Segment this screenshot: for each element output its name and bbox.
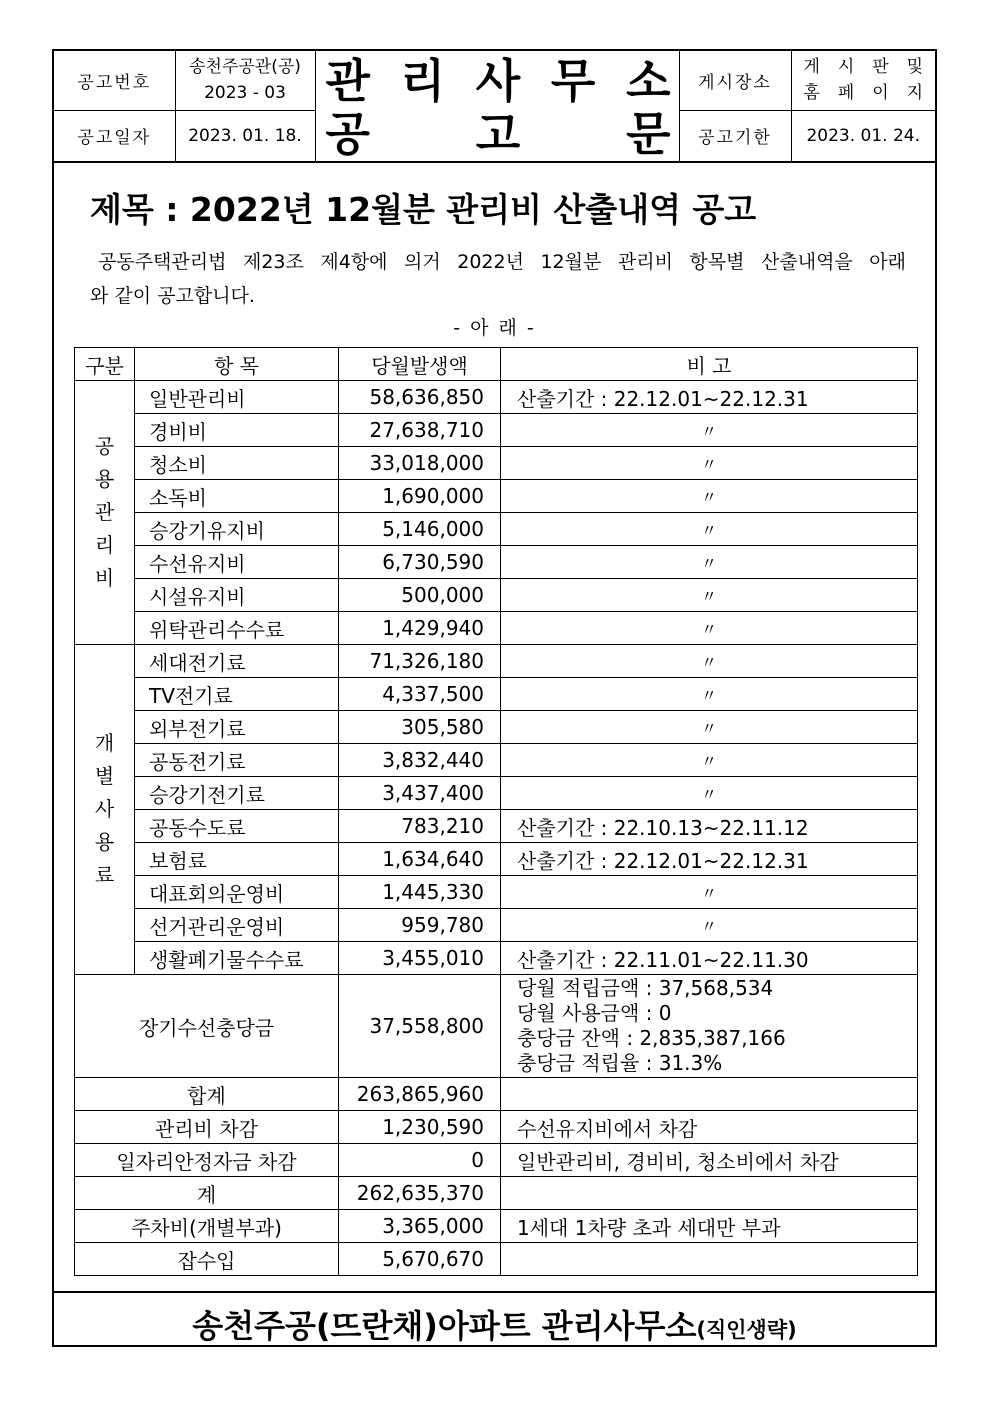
remark-cell: 〃 xyxy=(501,678,918,711)
remark-cell: 〃 xyxy=(501,480,918,513)
amount-cell: 33,018,000 xyxy=(339,447,501,480)
header-category: 구분 xyxy=(75,348,135,381)
title-char: 사 xyxy=(475,54,521,108)
category-label: 개별사용료 xyxy=(94,731,115,887)
category-label: 공용관리비 xyxy=(94,434,115,590)
table-row xyxy=(75,513,918,546)
item-cell: 잡수입 xyxy=(75,1243,339,1276)
title-char: 공 xyxy=(325,107,370,161)
item-cell: 승강기유지비 xyxy=(135,513,339,546)
item-cell: 승강기전기료 xyxy=(135,777,339,810)
deadline-label: 공고기한 xyxy=(679,110,791,161)
remark-line: 당월 사용금액 : 0 xyxy=(517,1001,672,1025)
remark-line: 당월 적립금액 : 37,568,534 xyxy=(517,976,774,1000)
item-cell: 계 xyxy=(75,1177,339,1210)
table-row xyxy=(75,843,918,876)
fee-table xyxy=(74,347,918,1276)
notice-header xyxy=(54,51,935,162)
table-row xyxy=(75,612,918,645)
title-char: 고 xyxy=(475,107,521,161)
intro-line-2: 와 같이 공고합니다. xyxy=(90,285,255,307)
item-cell: 일반관리비 xyxy=(135,381,339,414)
remark-cell: 〃 xyxy=(501,876,918,909)
footer-signature xyxy=(54,1301,935,1347)
notice-date-label: 공고일자 xyxy=(54,110,175,161)
notice-number-label: 공고번호 xyxy=(54,51,175,110)
remark-cell: 〃 xyxy=(501,447,918,480)
remark-cell: 산출기간 : 22.12.01~22.12.31 xyxy=(501,381,918,414)
title-char: 소 xyxy=(626,54,671,108)
amount-cell: 263,865,960 xyxy=(339,1078,501,1111)
remark-cell xyxy=(501,1243,918,1276)
table-row xyxy=(75,645,918,678)
remark-cell: 〃 xyxy=(501,513,918,546)
table-row xyxy=(75,942,918,975)
remark-line: 충당금 적립율 : 31.3% xyxy=(517,1051,723,1075)
amount-cell: 3,365,000 xyxy=(339,1210,501,1243)
table-row-summary xyxy=(75,1144,918,1177)
table-row-summary xyxy=(75,1177,918,1210)
header-remark: 비 고 xyxy=(501,348,918,381)
title-char: 무 xyxy=(550,54,596,108)
item-cell: 공동전기료 xyxy=(135,744,339,777)
amount-cell: 1,230,590 xyxy=(339,1111,501,1144)
amount-cell: 5,670,670 xyxy=(339,1243,501,1276)
remark-cell xyxy=(501,1177,918,1210)
amount-cell: 1,445,330 xyxy=(339,876,501,909)
item-cell: 수선유지비 xyxy=(135,546,339,579)
amount-cell: 71,326,180 xyxy=(339,645,501,678)
item-cell: 외부전기료 xyxy=(135,711,339,744)
title-line-notice xyxy=(325,107,671,161)
category-cell xyxy=(75,645,135,975)
intro-line-1: 공동주택관리법 제23조 제4항에 의거 2022년 12월분 관리비 항목별 산출내역을 아래 xyxy=(98,251,906,273)
amount-cell: 1,429,940 xyxy=(339,612,501,645)
amount-cell: 500,000 xyxy=(339,579,501,612)
table-row xyxy=(75,579,918,612)
notice-subject: 제목 : 2022년 12월분 관리비 산출내역 공고 xyxy=(90,190,757,229)
title-line-management-office xyxy=(325,54,671,108)
amount-cell: 4,337,500 xyxy=(339,678,501,711)
amount-cell: 1,690,000 xyxy=(339,480,501,513)
table-row xyxy=(75,414,918,447)
item-cell: 보험료 xyxy=(135,843,339,876)
item-cell: 대표회의운영비 xyxy=(135,876,339,909)
footer-divider xyxy=(54,1291,935,1293)
item-cell: 생활폐기물수수료 xyxy=(135,942,339,975)
title-char: 문 xyxy=(626,107,671,161)
amount-cell: 1,634,640 xyxy=(339,843,501,876)
remark-cell: 〃 xyxy=(501,645,918,678)
table-row xyxy=(75,909,918,942)
table-row-summary xyxy=(75,1078,918,1111)
office-name: 송천주공(뜨란채)아파트 관리사무소 xyxy=(192,1307,697,1345)
table-row-summary xyxy=(75,1243,918,1276)
remark-cell: 〃 xyxy=(501,546,918,579)
item-cell: 관리비 차감 xyxy=(75,1111,339,1144)
notice-frame xyxy=(52,49,937,1347)
table-row xyxy=(75,447,918,480)
item-cell: 공동수도료 xyxy=(135,810,339,843)
remark-cell: 산출기간 : 22.10.13~22.11.12 xyxy=(501,810,918,843)
remark-cell xyxy=(501,1078,918,1111)
amount-cell: 262,635,370 xyxy=(339,1177,501,1210)
remark-cell: 〃 xyxy=(501,744,918,777)
table-row xyxy=(75,678,918,711)
table-row-summary xyxy=(75,1111,918,1144)
post-place-line1: 게 시 판 및 xyxy=(803,57,923,78)
title-char: 리 xyxy=(400,54,446,108)
amount-cell: 783,210 xyxy=(339,810,501,843)
notice-number xyxy=(175,51,315,110)
notice-number-line1: 송천주공관(공) xyxy=(189,57,301,78)
deadline-date: 2023. 01. 24. xyxy=(791,110,935,161)
item-cell: 합계 xyxy=(75,1078,339,1111)
table-row xyxy=(75,480,918,513)
table-row xyxy=(75,777,918,810)
amount-cell: 3,832,440 xyxy=(339,744,501,777)
title-char: 관 xyxy=(325,54,370,108)
seal-omitted-note: (직인생략) xyxy=(696,1318,797,1342)
remark-cell: 〃 xyxy=(501,909,918,942)
item-cell: 주차비(개별부과) xyxy=(75,1210,339,1243)
item-cell: 선거관리운영비 xyxy=(135,909,339,942)
table-row xyxy=(75,381,918,414)
amount-cell: 959,780 xyxy=(339,909,501,942)
item-cell: TV전기료 xyxy=(135,678,339,711)
table-row xyxy=(75,546,918,579)
remark-cell: 1세대 1차량 초과 세대만 부과 xyxy=(501,1210,918,1243)
amount-cell: 0 xyxy=(339,1144,501,1177)
table-row-reserve xyxy=(75,975,918,1078)
remark-cell: 수선유지비에서 차감 xyxy=(501,1111,918,1144)
amount-cell: 58,636,850 xyxy=(339,381,501,414)
table-row xyxy=(75,711,918,744)
item-cell: 위탁관리수수료 xyxy=(135,612,339,645)
remark-cell: 산출기간 : 22.12.01~22.12.31 xyxy=(501,843,918,876)
remark-cell: 〃 xyxy=(501,612,918,645)
remark-cell: 〃 xyxy=(501,579,918,612)
amount-cell: 305,580 xyxy=(339,711,501,744)
amount-cell: 3,437,400 xyxy=(339,777,501,810)
header-divider xyxy=(54,161,935,163)
remark-cell: 〃 xyxy=(501,414,918,447)
notice-date: 2023. 01. 18. xyxy=(175,110,315,161)
notice-intro xyxy=(90,245,906,313)
remark-line: 충당금 잔액 : 2,835,387,166 xyxy=(517,1026,786,1050)
amount-cell: 6,730,590 xyxy=(339,546,501,579)
table-row-summary xyxy=(75,1210,918,1243)
item-cell: 시설유지비 xyxy=(135,579,339,612)
item-cell: 청소비 xyxy=(135,447,339,480)
item-cell: 장기수선충당금 xyxy=(75,975,339,1078)
amount-cell: 27,638,710 xyxy=(339,414,501,447)
office-title xyxy=(315,51,679,161)
remark-cell: 〃 xyxy=(501,777,918,810)
amount-cell: 5,146,000 xyxy=(339,513,501,546)
item-cell: 경비비 xyxy=(135,414,339,447)
remark-cell: 일반관리비, 경비비, 청소비에서 차감 xyxy=(501,1144,918,1177)
post-place-line2: 홈 페 이 지 xyxy=(803,83,923,104)
item-cell: 일자리안정자금 차감 xyxy=(75,1144,339,1177)
item-cell: 세대전기료 xyxy=(135,645,339,678)
post-place-label: 게시장소 xyxy=(679,51,791,110)
post-place xyxy=(791,51,935,110)
remark-cell xyxy=(501,975,918,1078)
header-item: 항 목 xyxy=(135,348,339,381)
table-row xyxy=(75,810,918,843)
fee-table-header xyxy=(75,348,918,381)
below-note: - 아 래 - xyxy=(453,317,536,339)
amount-cell: 3,455,010 xyxy=(339,942,501,975)
notice-number-line2: 2023 - 03 xyxy=(204,83,286,104)
table-row xyxy=(75,744,918,777)
header-amount: 당월발생액 xyxy=(339,348,501,381)
remark-cell: 산출기간 : 22.11.01~22.11.30 xyxy=(501,942,918,975)
item-cell: 소독비 xyxy=(135,480,339,513)
category-cell xyxy=(75,381,135,645)
table-row xyxy=(75,876,918,909)
amount-cell: 37,558,800 xyxy=(339,975,501,1078)
remark-cell: 〃 xyxy=(501,711,918,744)
